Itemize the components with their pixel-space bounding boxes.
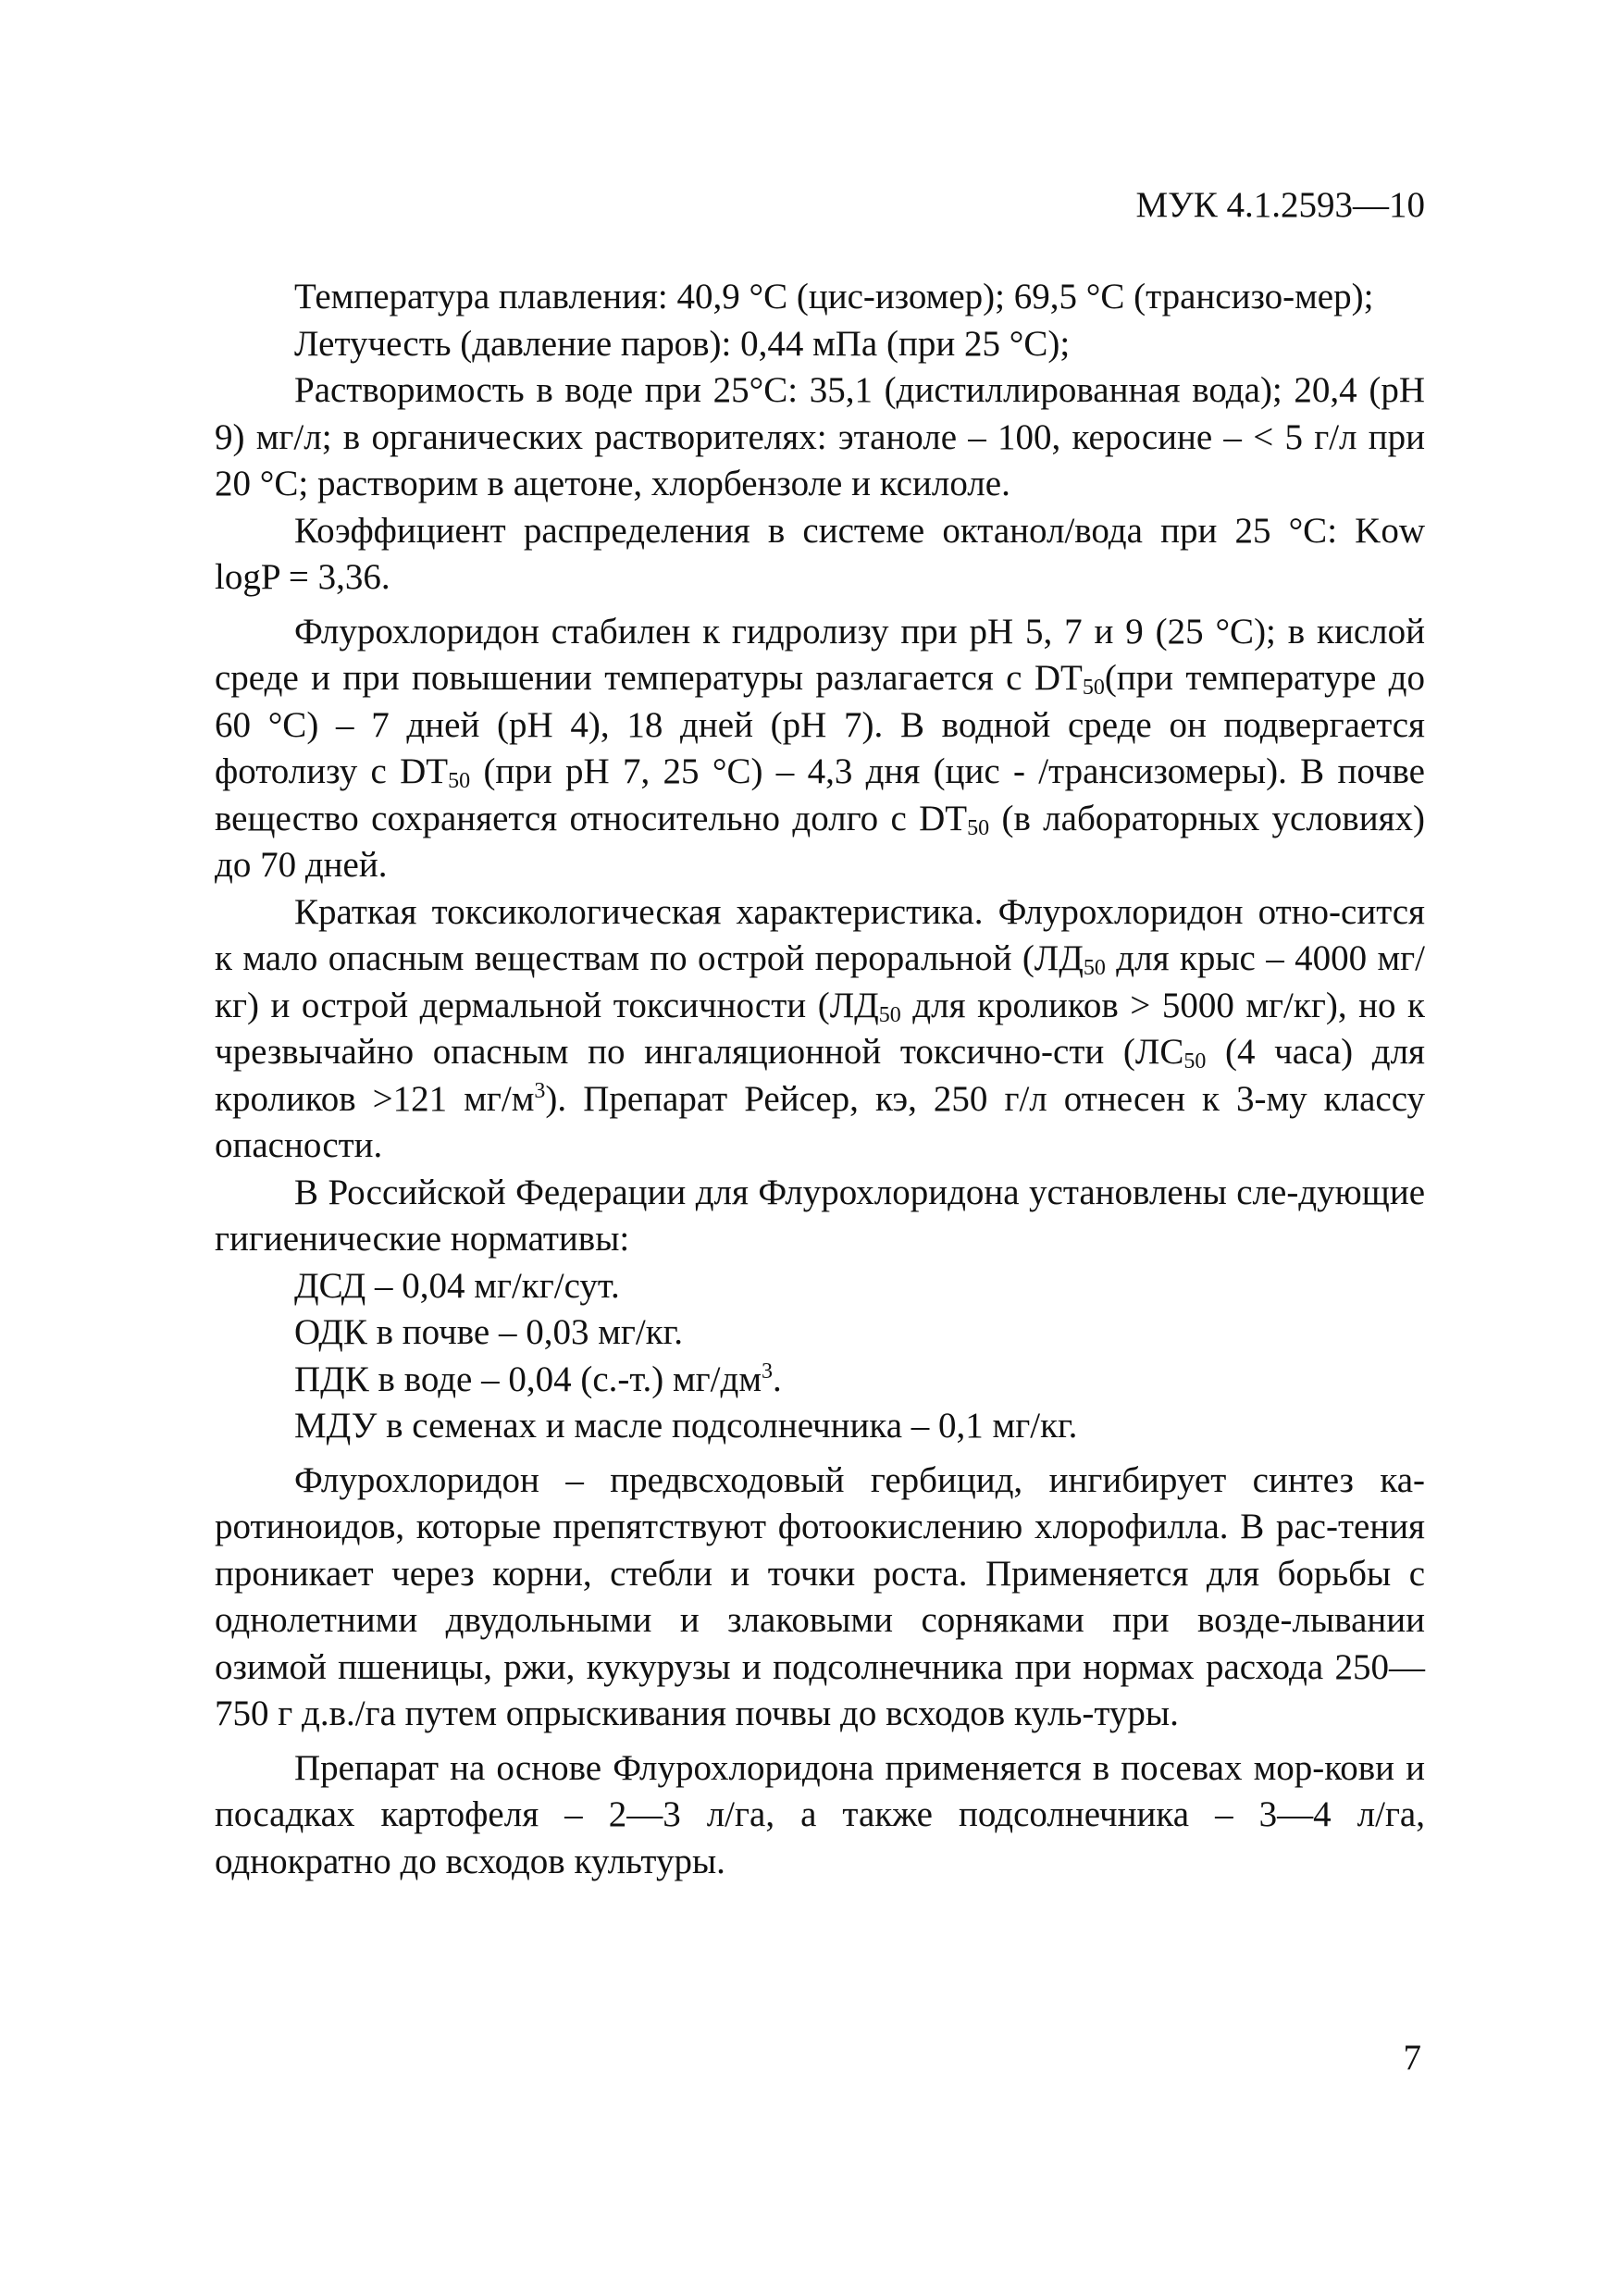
toxicology-subscript-1: 50 [1083, 956, 1106, 980]
paragraph-norms-intro: В Российской Федерации для Флурохлоридона установлены сле-дующие гигиенические нормативы: [215, 1172, 1425, 1259]
stability-text-3: (при рН 7, 25 °С) – 4,3 дня (цис - /трансизомеры). В почве вещество сохраняется относительно долго с DT [215, 751, 1425, 838]
paragraph-herbicide: Флурохлоридон – предвсходовый гербицид, ингибирует синтез ка-ротиноидов, которые препятствуют фотоокислению хлорофилла. В рас-тения проникает через корни, стебли и точки роста. Применяется для борьбы с однолетними двудольными и злаковыми сорняками при возде-лывании озимой пшеницы, ржи, кукурузы и подсолнечника при нормах расхода 250—750 г д.в./га путем опрыскивания почвы до всходов куль-туры. [215, 1459, 1425, 1733]
stability-subscript-3: 50 [967, 815, 990, 840]
stability-text-4: (в лабораторных условиях) до 70 дней. [215, 798, 1426, 885]
norm-pdk [215, 1357, 1425, 1404]
toxicology-superscript-1: 3 [534, 1078, 546, 1103]
paragraph-solubility: Растворимость в воде при 25°С: 35,1 (дистиллированная вода); 20,4 (рН 9) мг/л; в органических растворителях: этаноле – 100, керосине – < 5 г/л при 20 °С; растворим в ацетоне, хлорбензоле и ксилоле. [215, 370, 1425, 503]
pdk-text-1: ПДК в воде – 0,04 (с.-т.) мг/дм [294, 1359, 762, 1399]
toxicology-text-1: Краткая токсикологическая характеристика. Флурохлоридон отно-сится к мало опасным веществам по острой пероральной (ЛД [215, 891, 1425, 978]
paragraph-stability [215, 609, 1425, 889]
norm-dsd: ДСД – 0,04 мг/кг/сут. [294, 1265, 620, 1306]
pdk-superscript: 3 [762, 1359, 774, 1384]
stability-subscript-1: 50 [1082, 676, 1105, 700]
toxicology-subscript-3: 50 [1183, 1049, 1207, 1074]
pdk-text-2: . [773, 1359, 782, 1399]
stability-subscript-2: 50 [448, 769, 471, 793]
page-number: 7 [1403, 2038, 1421, 2078]
document-body [215, 274, 1425, 1885]
norm-mdu: МДУ в семенах и масле подсолнечника – 0,1 мг/кг. [294, 1406, 1078, 1446]
paragraph-melting-point: Температура плавления: 40,9 °С (цис-изомер); 69,5 °С (трансизо-мер); [294, 277, 1374, 316]
stability-text-1: Флурохлоридон стабилен к гидролизу при рН 5, 7 и 9 (25 °С); в кислой среде и при повышении температуры разлагается с DT [215, 611, 1425, 698]
toxicology-text-3: для кроликов > 5000 мг/кг), но к чрезвычайно опасным по ингаляционной токсично-сти (ЛС [215, 985, 1425, 1072]
toxicology-text-5: ). Препарат Рейсер, кэ, 250 г/л отнесен к 3-му классу опасности. [215, 1078, 1425, 1165]
toxicology-text-4: (4 часа) для кроликов >121 мг/м [215, 1032, 1425, 1119]
norm-odk: ОДК в почве – 0,03 мг/кг. [294, 1312, 684, 1352]
paragraph-toxicology [215, 889, 1425, 1170]
document-code: МУК 4.1.2593—10 [1135, 185, 1425, 225]
paragraph-volatility: Летучесть (давление паров): 0,44 мПа (при 25 °С); [294, 323, 1071, 364]
toxicology-text-2: для крыс – 4000 мг/кг) и острой дермальной токсичности (ЛД [215, 938, 1426, 1025]
paragraph-usage: Препарат на основе Флурохлоридона применяется в посевах мор-кови и посадках картофеля – 2—3 л/га, а также подсолнечника – 3—4 л/га, однократно до всходов культуры. [215, 1747, 1425, 1881]
toxicology-subscript-2: 50 [878, 1002, 901, 1027]
stability-text-2: (при температуре до 60 °С) – 7 дней (рН 4), 18 дней (рН 7). В водной среде он подвергается фотолизу с DT [215, 658, 1425, 791]
paragraph-partition-coefficient: Коэффициент распределения в системе октанол/вода при 25 °С: Kow logP = 3,36. [215, 510, 1425, 597]
